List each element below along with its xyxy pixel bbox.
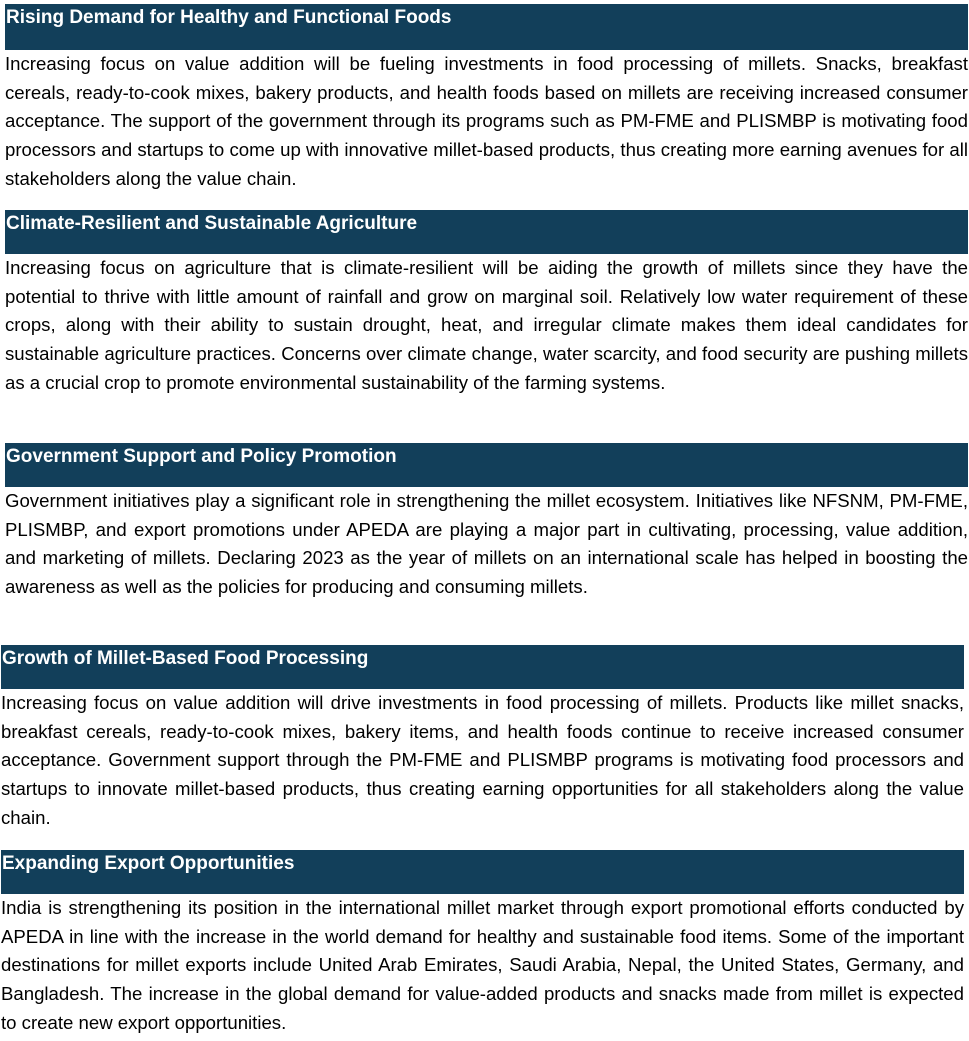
section-paragraph: Increasing focus on agriculture that is climate-resilient will be aiding the growth of millets since they have the potential to thrive with little amount of rainfall and grow on marginal soil. Relatively low water requirement of these crops, along with their ability to sustain drought, heat, and irregular climate makes them ideal candidates for sustainable agriculture practices. Concerns over climate change, water scarcity, and food security are pushing millets as a crucial crop to promote environmental sustainability of the farming systems. — [5, 257, 968, 393]
section-millet-food-processing — [1, 645, 964, 833]
section-climate-resilient-agriculture — [5, 210, 968, 398]
section-paragraph: Government initiatives play a significant role in strengthening the millet ecosystem. Initiatives like NFSNM, PM-FME, PLISMBP, and export promotions under APEDA are playing a major part in cultivating, processing, value addition, and marketing of millets. Declaring 2023 as the year of millets on an international scale has helped in boosting the awareness as well as the policies for producing and consuming millets. — [5, 490, 968, 598]
section-paragraph: Increasing focus on value addition will drive investments in food processing of millets. Products like millet snacks, breakfast cereals, ready-to-cook mixes, bakery items, and health foods continue to receive increased consumer acceptance. Government support through the PM-FME and PLISMBP programs is motivating food processors and startups to innovate millet-based products, thus creating earning opportunities for all stakeholders along the value chain. — [1, 692, 964, 828]
section-heading: Government Support and Policy Promotion — [5, 443, 968, 487]
section-paragraph: India is strengthening its position in the international millet market through export promotional efforts conducted by APEDA in line with the increase in the world demand for healthy and sustainable food items. Some of the important destinations for millet exports include United Arab Emirates, Saudi Arabia, Nepal, the United States, Germany, and Bangladesh. The increase in the global demand for value-added products and snacks made from millet is expected to create new export opportunities. — [1, 897, 964, 1033]
section-paragraph: Increasing focus on value addition will be fueling investments in food processing of millets. Snacks, breakfast cereals, ready-to-cook mixes, bakery products, and health foods based on millets are receiving increased consumer acceptance. The support of the government through its programs such as PM-FME and PLISMBP is motivating food processors and startups to come up with innovative millet-based products, thus creating more earning avenues for all stakeholders along the value chain. — [5, 53, 968, 189]
section-heading: Expanding Export Opportunities — [1, 850, 964, 894]
section-heading: Climate-Resilient and Sustainable Agriculture — [5, 210, 968, 254]
section-healthy-functional-foods — [5, 4, 968, 194]
section-heading: Growth of Millet-Based Food Processing — [1, 645, 964, 689]
section-export-opportunities — [1, 850, 964, 1038]
section-government-support — [5, 443, 968, 602]
section-heading: Rising Demand for Healthy and Functional Foods — [5, 4, 968, 50]
